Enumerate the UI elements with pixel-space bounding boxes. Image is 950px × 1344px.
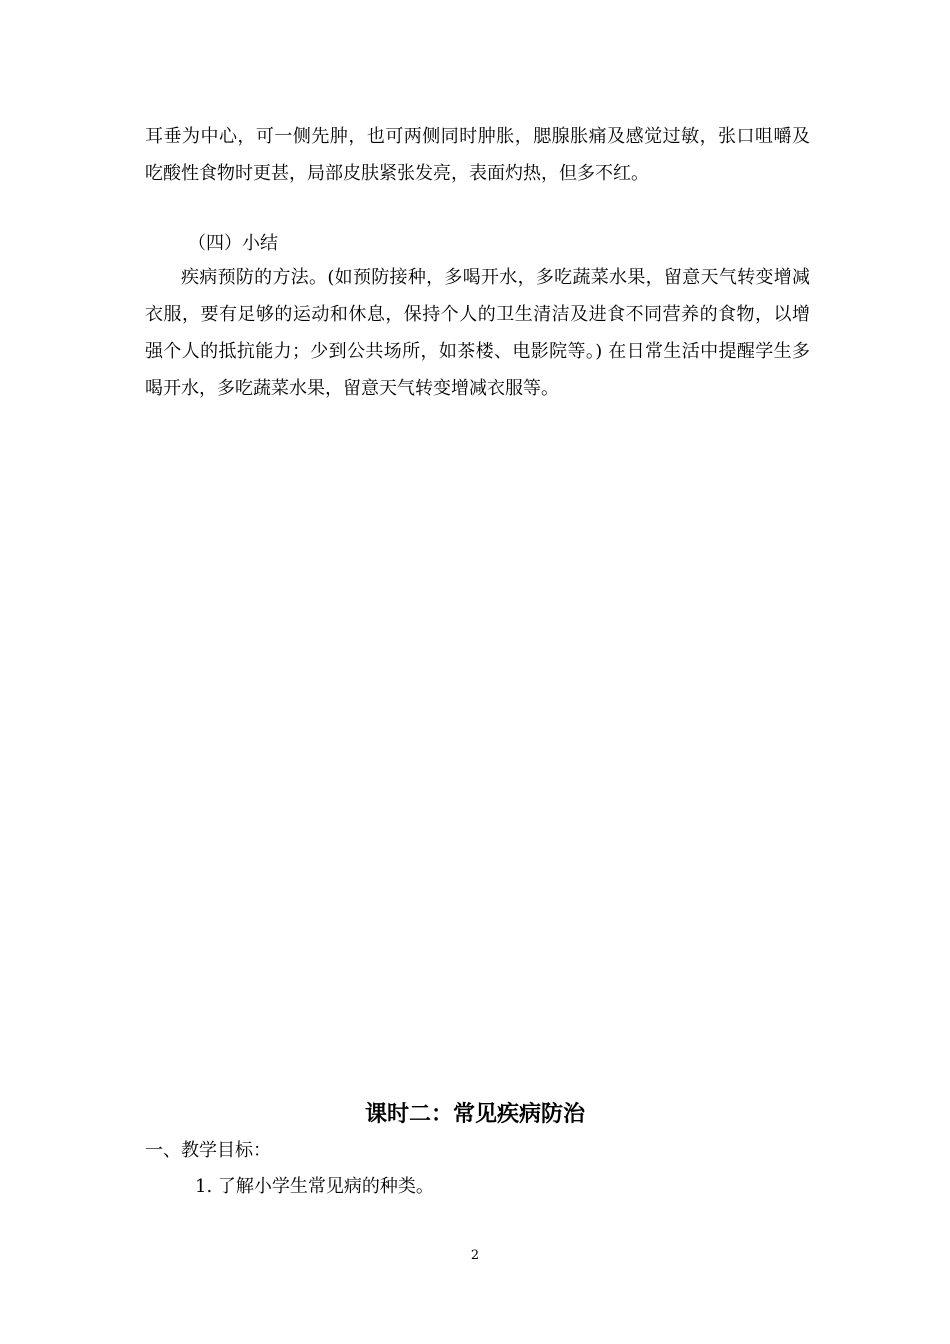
summary-heading: （四）小结	[188, 233, 278, 254]
objective-item-1: 1. 了解小学生常见病的种类。	[195, 1176, 434, 1197]
page-number: 2	[470, 1248, 480, 1263]
section-title-objectives: 一、教学目标：	[145, 1140, 271, 1161]
summary-paragraph: 疾病预防的方法。(如预防接种，多喝开水，多吃蔬菜水果，留意天气转变增减衣服，要有足够的运动和休息，保持个人的卫生清洁及进食不同营养的食物，以增强个人的抵抗能力；少到公共场所，如茶楼、电影院等。) 在日常生活中提醒学生多喝开水，多吃蔬菜水果，留意天气转变增减衣服等。	[145, 267, 810, 399]
body-paragraph-continuation: 耳垂为中心，可一侧先肿，也可两侧同时肿胀，腮腺胀痛及感觉过敏，张口咀嚼及吃酸性食物时更甚，局部皮肤紧张发亮，表面灼热，但多不红。	[145, 126, 810, 184]
lesson-title: 课时二：常见疾病防治	[364, 1101, 585, 1127]
